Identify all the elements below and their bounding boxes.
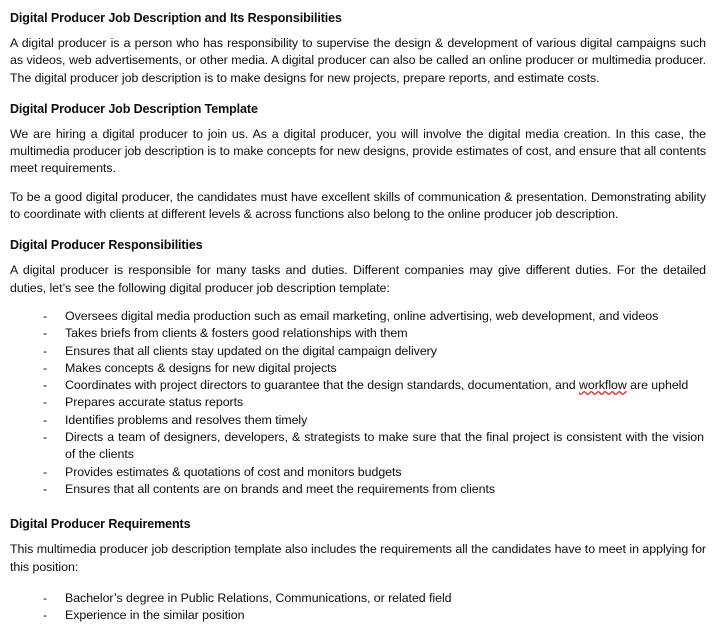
list-item	[10, 412, 706, 429]
list-item	[10, 308, 706, 325]
bullet-marker: -	[43, 378, 48, 393]
paragraph-requirements-intro: This multimedia producer job description template also includes the requirements all the candidates have to meet in applying for this position:	[10, 542, 706, 574]
section-spacer	[10, 509, 706, 516]
list-item	[10, 590, 706, 607]
bullet-marker: -	[43, 308, 48, 323]
list-item-text: Ensures that all contents are on brands and meet the requirements from clients	[65, 481, 496, 496]
section-heading-requirements: Digital Producer Requirements	[10, 517, 191, 532]
list-item	[10, 607, 706, 624]
list-item	[10, 325, 706, 342]
list-item	[10, 394, 706, 411]
bullet-marker: -	[43, 590, 48, 605]
bullet-marker: -	[43, 608, 48, 623]
bullet-marker: -	[43, 464, 48, 479]
list-item	[10, 360, 706, 377]
list-item	[10, 343, 706, 360]
bullet-marker: -	[43, 430, 48, 445]
bullet-marker: -	[43, 395, 48, 410]
list-item-text: Provides estimates & quotations of cost and monitors budgets	[65, 464, 402, 479]
list-item	[10, 481, 706, 498]
bullet-marker: -	[43, 360, 48, 375]
bullet-marker: -	[43, 343, 48, 358]
list-item-text: Bachelor’s degree in Public Relations, Communications, or related field	[65, 590, 452, 605]
list-item-text: Coordinates with project directors to guarantee that the design standards, documentation, and workflow are upheld	[65, 378, 689, 393]
section-heading-responsibilities: Digital Producer Responsibilities	[10, 238, 203, 253]
paragraph-job-description-intro: A digital producer is a person who has responsibility to supervise the design & development of various digital campaigns such as videos, web advertisements, or other media. A digital producer can also be called an online producer or multimedia producer. The digital producer job description is to make designs for new projects, prepare reports, and estimate costs.	[10, 36, 706, 85]
list-item-text: Oversees digital media production such as email marketing, online advertising, web development, and videos	[65, 308, 659, 323]
section-heading-template: Digital Producer Job Description Template	[10, 101, 258, 116]
responsibilities-list	[10, 308, 706, 498]
section-heading-job-description: Digital Producer Job Description and Its Responsibilities	[10, 11, 342, 25]
list-item-text: Ensures that all clients stay updated on the digital campaign delivery	[65, 343, 437, 358]
bullet-marker: -	[43, 326, 48, 341]
list-item-text: Experience in the similar position	[65, 608, 245, 623]
list-item-text: Makes concepts & designs for new digital projects	[65, 360, 337, 375]
spellcheck-underline: workflow	[578, 378, 627, 393]
list-item	[10, 464, 706, 481]
list-item-workflow	[10, 377, 706, 394]
list-item-text: Identifies problems and resolves them timely	[65, 412, 308, 427]
list-item-text: Directs a team of designers, developers, & strategists to make sure that the final project is consistent with the vision of the clients	[65, 430, 704, 462]
paragraph-template-skills: To be a good digital producer, the candidates must have excellent skills of communication & presentation. Demonstrating ability to coordinate with clients at different levels & across functions also belong to the online producer job description.	[10, 189, 706, 222]
list-item	[10, 429, 706, 464]
paragraph-responsibilities-intro: A digital producer is responsible for many tasks and duties. Different companies may give different duties. For the detailed duties, let’s see the following digital producer job description template:	[10, 263, 706, 295]
bullet-marker: -	[43, 481, 48, 496]
bullet-marker: -	[43, 412, 48, 427]
list-item-text: Takes briefs from clients & fosters good relationships with them	[65, 326, 408, 341]
paragraph-template-intro: We are hiring a digital producer to join us. As a digital producer, you will involve the digital media creation. In this case, the multimedia producer job description is to make concepts for new designs, provide estimates of cost, and ensure that all contents meet requirements.	[10, 126, 706, 176]
list-item-text: Prepares accurate status reports	[65, 395, 244, 410]
